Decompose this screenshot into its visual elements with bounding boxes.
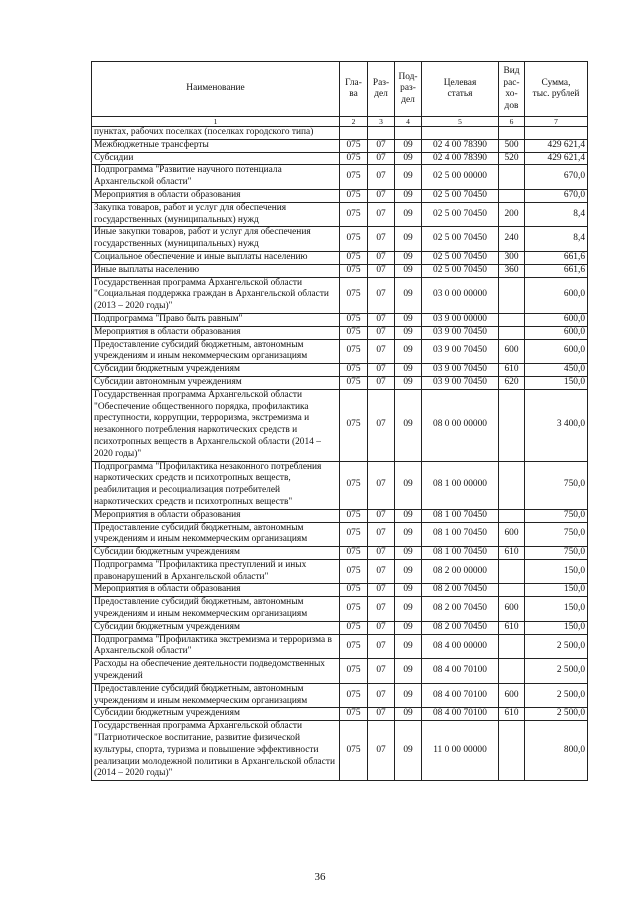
row-glava: 075 [340, 313, 368, 326]
budget-table [91, 61, 588, 781]
row-sum: 750,0 [525, 509, 588, 522]
row-sum: 2 500,0 [525, 708, 588, 721]
row-glava: 075 [340, 152, 368, 165]
row-target-article: 03 9 00 00000 [422, 313, 499, 326]
row-podrazdel: 09 [395, 659, 422, 684]
column-number-row [92, 117, 588, 127]
row-podrazdel: 09 [395, 364, 422, 377]
row-expense-type [499, 634, 525, 659]
row-expense-type [499, 389, 525, 461]
row-sum: 600,0 [525, 339, 588, 364]
row-sum: 661,6 [525, 264, 588, 277]
table-row [92, 326, 588, 339]
row-glava: 075 [340, 547, 368, 560]
row-sum: 600,0 [525, 277, 588, 313]
row-podrazdel: 09 [395, 339, 422, 364]
row-sum: 661,6 [525, 251, 588, 264]
row-name: Межбюджетные трансферты [92, 139, 340, 152]
row-expense-type: 520 [499, 152, 525, 165]
row-glava: 075 [340, 189, 368, 202]
table-row [92, 621, 588, 634]
row-podrazdel: 09 [395, 189, 422, 202]
row-target-article: 08 4 00 00000 [422, 634, 499, 659]
row-razdel: 07 [368, 522, 395, 547]
table-row [92, 721, 588, 781]
row-name: Подпрограмма "Право быть равным" [92, 313, 340, 326]
row-expense-type [499, 659, 525, 684]
row-glava: 075 [340, 251, 368, 264]
row-target-article: 02 5 00 70450 [422, 189, 499, 202]
row-glava: 075 [340, 227, 368, 252]
row-sum: 429 621,4 [525, 152, 588, 165]
row-expense-type [499, 326, 525, 339]
row-podrazdel: 09 [395, 227, 422, 252]
row-glava: 075 [340, 277, 368, 313]
row-sum: 750,0 [525, 461, 588, 509]
row-glava: 075 [340, 559, 368, 584]
row-razdel: 07 [368, 313, 395, 326]
row-name: Предоставление субсидий бюджетным, автономным учреждениям и иным некоммерческим организациям [92, 597, 340, 622]
table-body [92, 127, 588, 781]
row-name: Мероприятия в области образования [92, 326, 340, 339]
row-sum: 8,4 [525, 202, 588, 227]
row-razdel: 07 [368, 152, 395, 165]
table-row [92, 461, 588, 509]
header-target-article: Целевая статья [422, 62, 499, 117]
row-podrazdel: 09 [395, 547, 422, 560]
row-expense-type: 240 [499, 227, 525, 252]
row-podrazdel: 09 [395, 708, 422, 721]
row-sum: 600,0 [525, 313, 588, 326]
row-expense-type: 610 [499, 547, 525, 560]
table-row [92, 339, 588, 364]
row-podrazdel: 09 [395, 389, 422, 461]
row-razdel: 07 [368, 376, 395, 389]
table-row [92, 584, 588, 597]
row-razdel: 07 [368, 634, 395, 659]
row-razdel: 07 [368, 621, 395, 634]
row-target-article: 08 4 00 70100 [422, 683, 499, 708]
row-razdel: 07 [368, 721, 395, 781]
row-target-article: 08 4 00 70100 [422, 708, 499, 721]
header-podrazdel: Под- раз- дел [395, 62, 422, 117]
row-name: Иные закупки товаров, работ и услуг для обеспечения государственных (муниципальных) нужд [92, 227, 340, 252]
row-razdel: 07 [368, 189, 395, 202]
row-sum [525, 127, 588, 140]
row-sum: 150,0 [525, 376, 588, 389]
column-number: 6 [499, 117, 525, 127]
row-name: Субсидии бюджетным учреждениям [92, 621, 340, 634]
row-podrazdel: 09 [395, 165, 422, 190]
row-sum: 670,0 [525, 189, 588, 202]
row-target-article: 08 1 00 70450 [422, 509, 499, 522]
table-row [92, 313, 588, 326]
row-expense-type [499, 313, 525, 326]
header-razdel: Раз- дел [368, 62, 395, 117]
row-sum: 8,4 [525, 227, 588, 252]
row-name: Подпрограмма "Профилактика преступлений и иных правонарушений в Архангельской области" [92, 559, 340, 584]
row-glava: 075 [340, 721, 368, 781]
row-expense-type [499, 509, 525, 522]
row-name: Мероприятия в области образования [92, 584, 340, 597]
row-razdel: 07 [368, 202, 395, 227]
row-glava: 075 [340, 522, 368, 547]
row-expense-type: 610 [499, 621, 525, 634]
row-glava: 075 [340, 339, 368, 364]
table-header [92, 62, 588, 127]
row-glava: 075 [340, 139, 368, 152]
column-number: 4 [395, 117, 422, 127]
header-sum: Сумма, тыс. рублей [525, 62, 588, 117]
row-podrazdel: 09 [395, 376, 422, 389]
table-row [92, 547, 588, 560]
row-sum: 150,0 [525, 621, 588, 634]
row-expense-type: 600 [499, 522, 525, 547]
row-sum: 150,0 [525, 584, 588, 597]
table-row [92, 559, 588, 584]
row-name: пунктах, рабочих поселках (поселках городского типа) [92, 127, 340, 140]
row-name: Государственная программа Архангельской области "Социальная поддержка граждан в Архангельской области (2013 – 2020 годы)" [92, 277, 340, 313]
table-row [92, 165, 588, 190]
table-row [92, 597, 588, 622]
row-target-article: 03 0 00 00000 [422, 277, 499, 313]
row-glava: 075 [340, 634, 368, 659]
row-target-article: 03 9 00 70450 [422, 339, 499, 364]
row-target-article [422, 127, 499, 140]
row-name: Социальное обеспечение и иные выплаты населению [92, 251, 340, 264]
row-target-article: 08 2 00 70450 [422, 621, 499, 634]
row-target-article: 02 4 00 78390 [422, 139, 499, 152]
row-expense-type: 300 [499, 251, 525, 264]
row-glava: 075 [340, 597, 368, 622]
row-glava: 075 [340, 264, 368, 277]
row-podrazdel: 09 [395, 522, 422, 547]
row-target-article: 03 9 00 70450 [422, 326, 499, 339]
row-glava: 075 [340, 326, 368, 339]
row-razdel: 07 [368, 339, 395, 364]
row-name: Закупка товаров, работ и услуг для обеспечения государственных (муниципальных) нужд [92, 202, 340, 227]
row-podrazdel: 09 [395, 277, 422, 313]
row-glava: 075 [340, 509, 368, 522]
row-name: Расходы на обеспечение деятельности подведомственных учреждений [92, 659, 340, 684]
row-target-article: 03 9 00 70450 [422, 376, 499, 389]
row-expense-type: 610 [499, 364, 525, 377]
row-name: Иные выплаты населению [92, 264, 340, 277]
row-glava: 075 [340, 584, 368, 597]
table-row [92, 264, 588, 277]
row-expense-type [499, 559, 525, 584]
row-glava: 075 [340, 389, 368, 461]
row-glava: 075 [340, 165, 368, 190]
row-expense-type [499, 277, 525, 313]
row-name: Субсидии бюджетным учреждениям [92, 547, 340, 560]
row-podrazdel: 09 [395, 509, 422, 522]
row-razdel: 07 [368, 227, 395, 252]
budget-table-sheet [91, 61, 587, 781]
row-target-article: 08 1 00 70450 [422, 522, 499, 547]
row-target-article: 08 2 00 00000 [422, 559, 499, 584]
row-sum: 2 500,0 [525, 634, 588, 659]
row-sum: 2 500,0 [525, 659, 588, 684]
row-sum: 429 621,4 [525, 139, 588, 152]
row-sum: 150,0 [525, 559, 588, 584]
row-expense-type [499, 461, 525, 509]
row-podrazdel: 09 [395, 634, 422, 659]
row-glava: 075 [340, 376, 368, 389]
row-target-article: 08 1 00 70450 [422, 547, 499, 560]
row-razdel [368, 127, 395, 140]
row-glava [340, 127, 368, 140]
row-target-article: 03 9 00 70450 [422, 364, 499, 377]
row-target-article: 08 1 00 00000 [422, 461, 499, 509]
row-name: Подпрограмма "Профилактика экстремизма и терроризма в Архангельской области" [92, 634, 340, 659]
header-name: Наименование [92, 62, 340, 117]
row-sum: 750,0 [525, 522, 588, 547]
row-podrazdel: 09 [395, 597, 422, 622]
table-row [92, 389, 588, 461]
row-expense-type [499, 165, 525, 190]
row-name: Мероприятия в области образования [92, 189, 340, 202]
row-expense-type: 600 [499, 339, 525, 364]
table-row [92, 634, 588, 659]
header-row [92, 62, 588, 117]
row-target-article: 02 5 00 00000 [422, 165, 499, 190]
row-razdel: 07 [368, 547, 395, 560]
table-row [92, 152, 588, 165]
row-sum: 450,0 [525, 364, 588, 377]
row-razdel: 07 [368, 509, 395, 522]
row-target-article: 08 2 00 70450 [422, 597, 499, 622]
row-expense-type: 200 [499, 202, 525, 227]
row-podrazdel: 09 [395, 251, 422, 264]
row-glava: 075 [340, 202, 368, 227]
row-target-article: 02 5 00 70450 [422, 202, 499, 227]
row-expense-type: 600 [499, 683, 525, 708]
row-razdel: 07 [368, 597, 395, 622]
column-number: 2 [340, 117, 368, 127]
row-target-article: 08 0 00 00000 [422, 389, 499, 461]
row-expense-type: 620 [499, 376, 525, 389]
row-name: Предоставление субсидий бюджетным, автономным учреждениям и иным некоммерческим организациям [92, 339, 340, 364]
row-podrazdel: 09 [395, 264, 422, 277]
row-expense-type: 360 [499, 264, 525, 277]
row-glava: 075 [340, 708, 368, 721]
table-row [92, 659, 588, 684]
row-expense-type: 500 [499, 139, 525, 152]
row-podrazdel [395, 127, 422, 140]
table-row [92, 139, 588, 152]
column-number: 3 [368, 117, 395, 127]
row-name: Предоставление субсидий бюджетным, автономным учреждениям и иным некоммерческим организациям [92, 522, 340, 547]
row-razdel: 07 [368, 264, 395, 277]
table-row [92, 683, 588, 708]
row-razdel: 07 [368, 364, 395, 377]
row-glava: 075 [340, 364, 368, 377]
row-name: Субсидии автономным учреждениям [92, 376, 340, 389]
table-row [92, 708, 588, 721]
row-target-article: 02 5 00 70450 [422, 251, 499, 264]
row-razdel: 07 [368, 165, 395, 190]
row-expense-type [499, 584, 525, 597]
row-razdel: 07 [368, 277, 395, 313]
row-expense-type: 610 [499, 708, 525, 721]
table-row [92, 277, 588, 313]
row-razdel: 07 [368, 251, 395, 264]
row-razdel: 07 [368, 683, 395, 708]
row-name: Субсидии бюджетным учреждениям [92, 364, 340, 377]
row-name: Предоставление субсидий бюджетным, автономным учреждениям и иным некоммерческим организациям [92, 683, 340, 708]
row-sum: 670,0 [525, 165, 588, 190]
row-expense-type [499, 189, 525, 202]
table-row [92, 522, 588, 547]
row-expense-type [499, 127, 525, 140]
row-razdel: 07 [368, 139, 395, 152]
row-razdel: 07 [368, 584, 395, 597]
table-row [92, 509, 588, 522]
column-number: 5 [422, 117, 499, 127]
row-razdel: 07 [368, 708, 395, 721]
row-target-article: 02 4 00 78390 [422, 152, 499, 165]
row-podrazdel: 09 [395, 326, 422, 339]
table-row [92, 189, 588, 202]
row-target-article: 02 5 00 70450 [422, 227, 499, 252]
table-row [92, 202, 588, 227]
row-name: Мероприятия в области образования [92, 509, 340, 522]
row-podrazdel: 09 [395, 313, 422, 326]
row-target-article: 08 4 00 70100 [422, 659, 499, 684]
row-sum: 800,0 [525, 721, 588, 781]
row-podrazdel: 09 [395, 559, 422, 584]
row-sum: 750,0 [525, 547, 588, 560]
row-sum: 2 500,0 [525, 683, 588, 708]
row-sum: 3 400,0 [525, 389, 588, 461]
row-name: Подпрограмма "Профилактика незаконного потребления наркотических средств и психотропных веществ, реабилитация и ресоциализация потребителей наркотических средств и психотропных веществ" [92, 461, 340, 509]
table-row [92, 127, 588, 140]
header-expense-type: Вид рас- хо- дов [499, 62, 525, 117]
page-number: 36 [314, 871, 326, 883]
row-podrazdel: 09 [395, 683, 422, 708]
row-sum: 150,0 [525, 597, 588, 622]
row-podrazdel: 09 [395, 139, 422, 152]
row-podrazdel: 09 [395, 152, 422, 165]
table-row [92, 364, 588, 377]
row-razdel: 07 [368, 659, 395, 684]
row-target-article: 08 2 00 70450 [422, 584, 499, 597]
row-glava: 075 [340, 659, 368, 684]
row-expense-type: 600 [499, 597, 525, 622]
row-name: Государственная программа Архангельской области "Патриотическое воспитание, развитие физической культуры, спорта, туризма и повышение эффективности реализации молодежной политики в Архангельской области (2014 – 2020 годы)" [92, 721, 340, 781]
row-razdel: 07 [368, 461, 395, 509]
row-name: Субсидии [92, 152, 340, 165]
column-number: 1 [92, 117, 340, 127]
row-razdel: 07 [368, 389, 395, 461]
row-glava: 075 [340, 683, 368, 708]
row-podrazdel: 09 [395, 461, 422, 509]
row-glava: 075 [340, 461, 368, 509]
row-razdel: 07 [368, 559, 395, 584]
row-expense-type [499, 721, 525, 781]
column-number: 7 [525, 117, 588, 127]
header-glava: Гла- ва [340, 62, 368, 117]
row-podrazdel: 09 [395, 584, 422, 597]
table-row [92, 376, 588, 389]
row-name: Субсидии бюджетным учреждениям [92, 708, 340, 721]
row-name: Подпрограмма "Развитие научного потенциала Архангельской области" [92, 165, 340, 190]
row-podrazdel: 09 [395, 202, 422, 227]
row-podrazdel: 09 [395, 621, 422, 634]
table-row [92, 227, 588, 252]
row-glava: 075 [340, 621, 368, 634]
table-row [92, 251, 588, 264]
row-razdel: 07 [368, 326, 395, 339]
row-target-article: 02 5 00 70450 [422, 264, 499, 277]
row-podrazdel: 09 [395, 721, 422, 781]
row-target-article: 11 0 00 00000 [422, 721, 499, 781]
row-sum: 600,0 [525, 326, 588, 339]
row-name: Государственная программа Архангельской области "Обеспечение общественного порядка, профилактика преступности, коррупции, терроризма, экстремизма и незаконного потребления наркотических средств и психотропных веществ в Архангельской области (2014 – 2020 годы)" [92, 389, 340, 461]
